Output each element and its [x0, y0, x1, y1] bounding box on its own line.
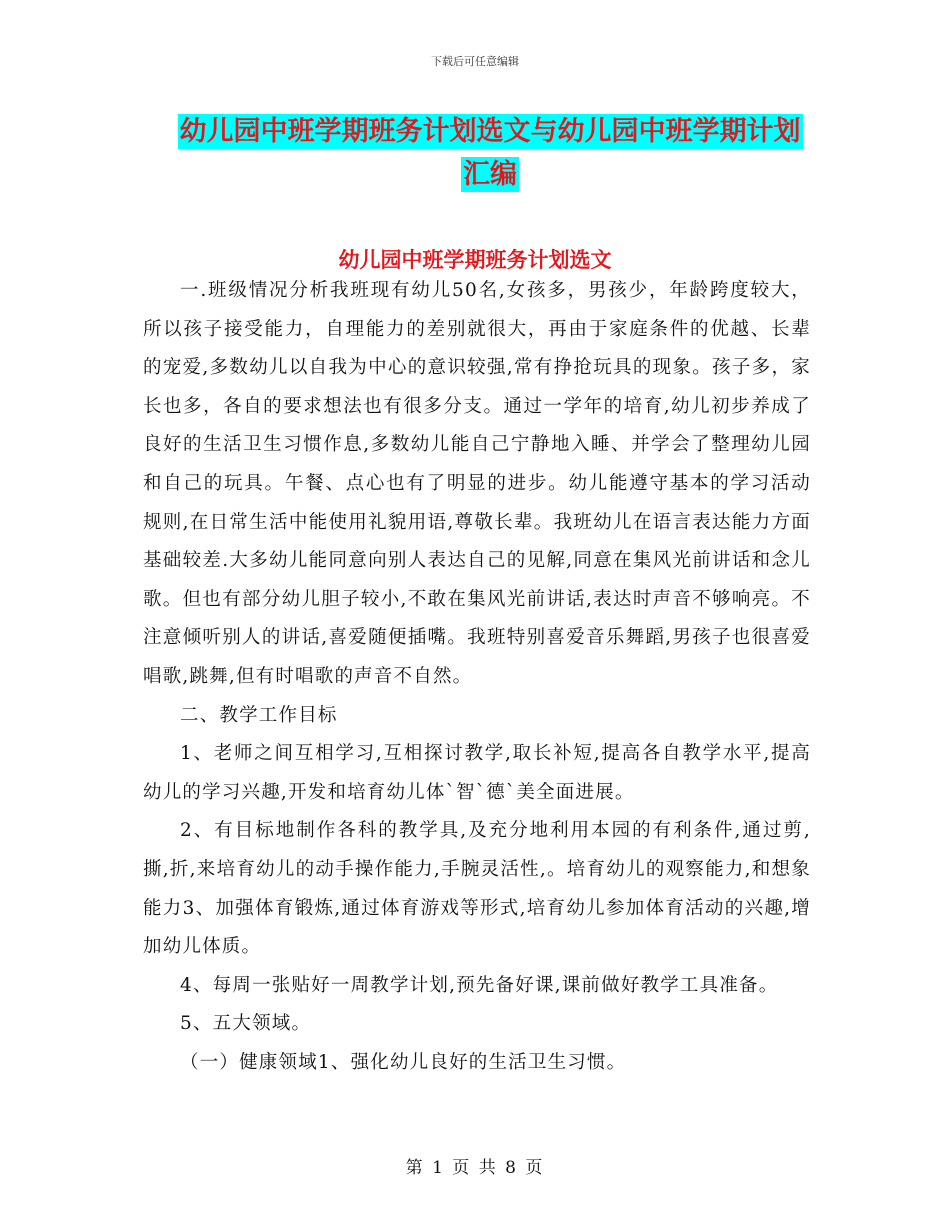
paragraph-goal-2: 2、有目标地制作各科的教学具,及充分地利用本园的有利条件,通过剪,撕,折,来培育幼儿的动手操作能力,手腕灵活性,。培育幼儿的观察能力,和想象能力3、加强体育锻炼,通过体育游戏等形式,培育幼儿参加体育活动的兴趣,增加幼儿体质。	[143, 820, 811, 958]
document-title-line2: 汇编	[463, 159, 517, 190]
section-title: 幼儿园中班学期班务计划选文	[338, 248, 612, 272]
paragraph-goal-4: 4、每周一张贴好一周教学计划,预先备好课,课前做好教学工具准备。	[180, 974, 779, 996]
paragraph-goal-5: 5、五大领域。	[180, 1013, 312, 1035]
paragraph-class-analysis: 一.班级情况分析我班现有幼儿50名,女孩多，男孩少，年龄跨度较大，所以孩子接受能力，自理能力的差别就很大，再由于家庭条件的优越、长辈的宠爱,多数幼儿以自我为中心的意识较强,常有挣抢玩具的现象。孩子多，家长也多，各自的要求想法也有很多分支。通过一学年的培育,幼儿初步养成了良好的生活卫生习惯作息,多数幼儿能自己宁静地入睡、并学会了整理幼儿园和自己的玩具。午餐、点心也有了明显的进步。幼儿能遵守基本的学习活动规则,在日常生活中能使用礼貌用语,尊敬长辈。我班幼儿在语言表达能力方面基础较差.大多幼儿能同意向别人表达自己的见解,同意在集风光前讲话和念儿歌。但也有部分幼儿胆子较小,不敢在集风光前讲话,表达时声音不够响亮。不注意倾听别人的讲话,喜爱随便插嘴。我班特别喜爱音乐舞蹈,男孩子也很喜爱唱歌,跳舞,但有时唱歌的声音不自然。	[143, 280, 811, 687]
paragraph-health-domain: （一）健康领域1、强化幼儿良好的生活卫生习惯。	[180, 1051, 627, 1073]
body-text	[143, 272, 811, 1082]
header-note: 下载后可任意编辑	[431, 55, 519, 68]
page-footer: 第 1 页 共 8 页	[405, 1158, 545, 1178]
paragraph-heading-goals: 二、教学工作目标	[180, 704, 338, 726]
document-title-line1: 幼儿园中班学期班务计划选文与幼儿园中班学期计划	[179, 116, 801, 147]
paragraph-goal-1: 1、老师之间互相学习,互相探讨教学,取长补短,提高各自教学水平,提高幼儿的学习兴趣,开发和培育幼儿体`智`德`美全面进展。	[143, 743, 811, 803]
